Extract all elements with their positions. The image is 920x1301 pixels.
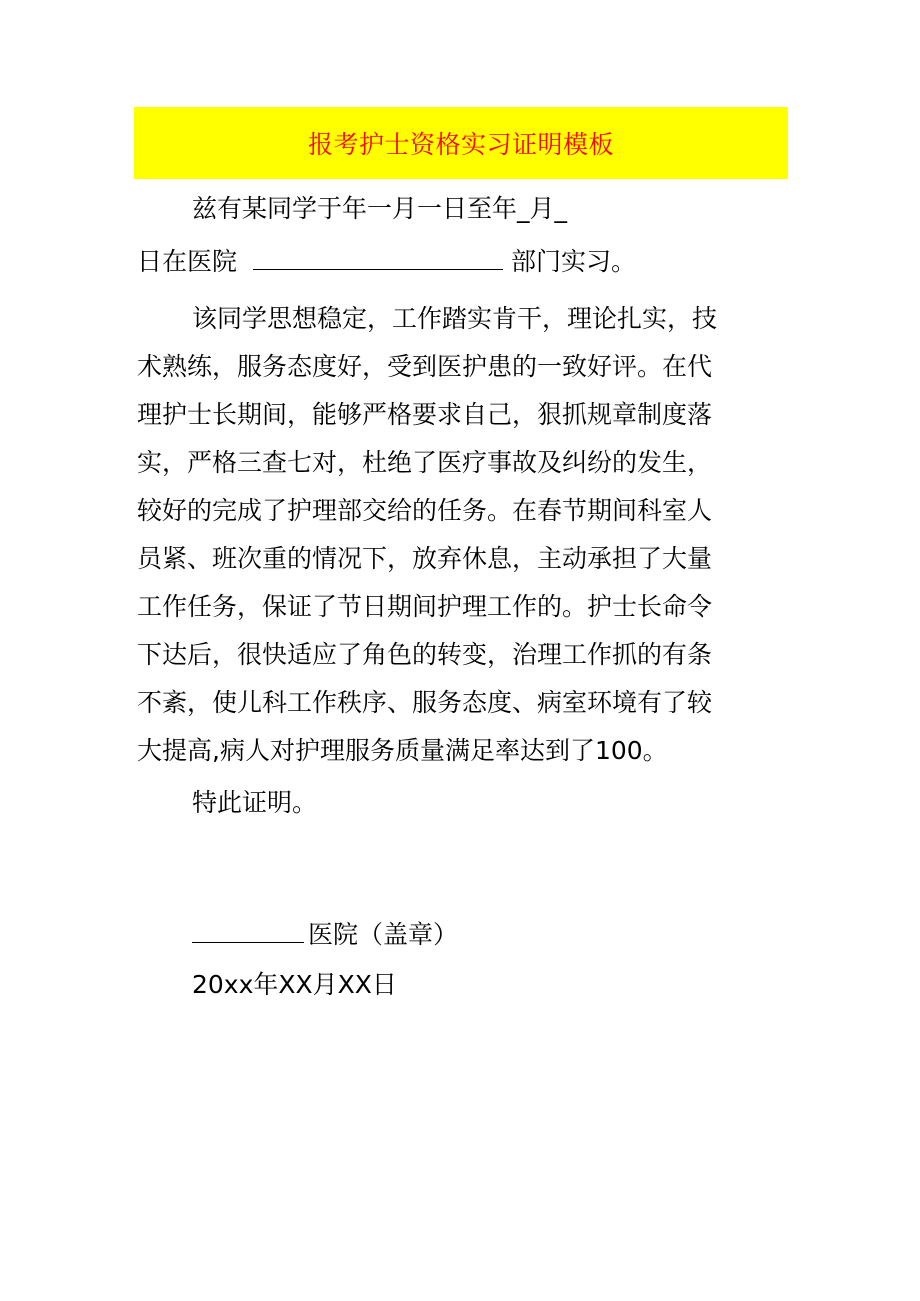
evaluation-line: 下达后，很快适应了角色的转变，治理工作抓的有条: [137, 640, 713, 669]
evaluation-line: 实，严格三查七对，杜绝了医疗事故及纠纷的发生，: [137, 448, 713, 477]
intro-line-2-prefix: 日在医院: [137, 247, 238, 276]
document-title: 报考护士资格实习证明模板: [307, 130, 614, 159]
intro-line-2: [137, 238, 787, 286]
evaluation-line: 该同学思想稳定，工作踏实肯干，理论扎实，技: [192, 304, 718, 333]
document-body: [137, 180, 787, 827]
evaluation-line: 术熟练，服务态度好，受到医护患的一致好评。在代: [137, 352, 713, 381]
date-line: 20xx年XX月XX日: [192, 970, 397, 999]
signature-text: 医院（盖章）: [308, 920, 459, 949]
signature-line: [192, 910, 458, 960]
department-blank: [253, 247, 503, 270]
evaluation-line: 工作任务，保证了节日期间护理工作的。护士长命令: [137, 592, 713, 621]
evaluation-line: 较好的完成了护理部交给的任务。在春节期间科室人: [137, 496, 713, 525]
hospital-name-blank: [192, 920, 304, 943]
evaluation-line: 不紊，使儿科工作秩序、服务态度、病室环境有了较: [137, 688, 713, 717]
evaluation-line: 员紧、班次重的情况下，放弃休息，主动承担了大量: [137, 544, 713, 573]
closing-statement: 特此证明。: [192, 788, 318, 817]
title-band: [134, 107, 788, 179]
evaluation-line: 理护士长期间，能够严格要求自己，狠抓规章制度落: [137, 400, 713, 429]
signature-block: [192, 910, 458, 1010]
intro-line-2-suffix: 部门实习。: [510, 247, 636, 276]
evaluation-line: 大提高,病人对护理服务质量满足率达到了100。: [137, 736, 668, 765]
intro-line-1: 兹有某同学于年一月一日至年_月_: [192, 194, 568, 223]
evaluation-paragraph: [137, 295, 787, 775]
